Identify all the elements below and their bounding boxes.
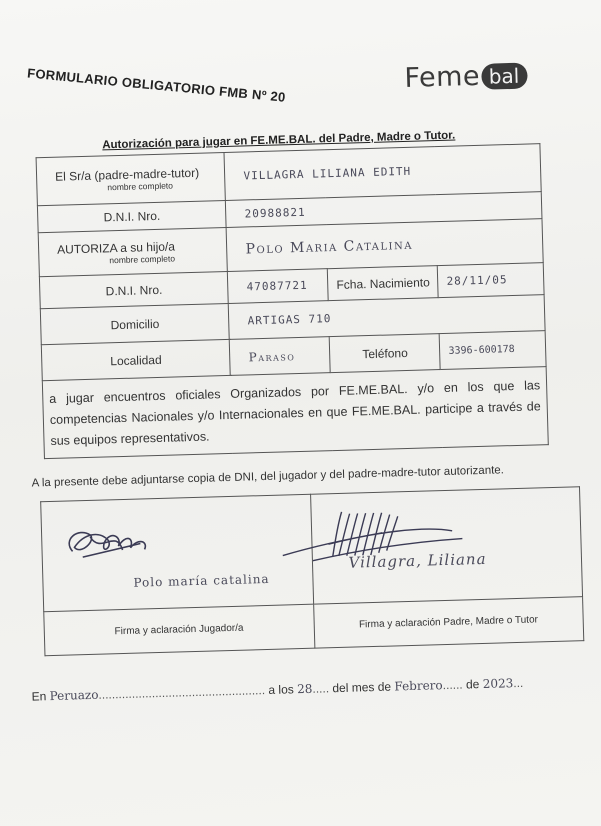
guardian-label: El Sr/a (padre-madre-tutor) bbox=[54, 165, 200, 184]
phone-field[interactable]: 3396-600178 bbox=[440, 331, 547, 370]
footer-de: de bbox=[465, 677, 480, 692]
place-field[interactable]: Peruazo bbox=[49, 687, 99, 704]
place-dots: .................................................. bbox=[98, 683, 266, 702]
child-dni-field[interactable]: 47087721 bbox=[228, 269, 329, 304]
authorizes-label-cell bbox=[38, 227, 228, 276]
day-field[interactable]: 28 bbox=[296, 681, 313, 697]
logo-text: Feme bbox=[404, 60, 481, 94]
player-signature-scribble bbox=[60, 519, 161, 572]
player-signature-caption: Firma y aclaración Jugador/a bbox=[44, 604, 315, 656]
year-dots: ... bbox=[513, 675, 524, 691]
month-field[interactable]: Febrero bbox=[394, 678, 443, 694]
date-place-line bbox=[31, 676, 523, 704]
city-field[interactable]: Paraso bbox=[230, 337, 331, 376]
child-name-field[interactable]: Polo Maria Catalina bbox=[227, 219, 544, 272]
legal-text: a jugar encuentros oficiales Organizados por FE.ME.BAL. y/o en los que las competencias Nacionales y/o Internacionales en que FE.ME.BAL. participe a través de sus equipos representativos. bbox=[42, 367, 548, 459]
guardian-sublabel: nombre completo bbox=[107, 179, 174, 192]
footer-a-los: a los bbox=[268, 682, 294, 697]
logo-ball: bal bbox=[481, 62, 528, 89]
guardian-signature-name: Villagra, Liliana bbox=[348, 549, 487, 572]
year-field[interactable]: 2023 bbox=[482, 676, 514, 691]
guardian-signature-box[interactable] bbox=[310, 487, 582, 604]
guardian-dni-field[interactable]: 20988821 bbox=[226, 192, 542, 228]
address-field[interactable]: ARTIGAS 710 bbox=[229, 295, 545, 340]
guardian-name-field[interactable]: VILLAGRA LILIANA EDITH bbox=[224, 144, 541, 201]
player-signature-name: Polo maría catalina bbox=[133, 571, 270, 590]
signature-table bbox=[40, 486, 584, 656]
attachment-note: A la presente debe adjuntarse copia de DNI, del jugador y del padre-madre-tutor autorizante. bbox=[31, 464, 505, 490]
authorization-table bbox=[36, 143, 549, 459]
authorizes-label: AUTORIZA a su hijo/a bbox=[56, 238, 176, 257]
guardian-signature-caption: Firma y aclaración Padre, Madre o Tutor bbox=[313, 597, 584, 649]
city-label: Localidad bbox=[41, 339, 230, 380]
form-subtitle: Autorización para jugar en FE.ME.BAL. del Padre, Madre o Tutor. bbox=[102, 129, 456, 152]
child-dni-label: D.N.I. Nro. bbox=[39, 271, 228, 308]
birth-date-label: Fcha. Nacimiento bbox=[328, 266, 439, 301]
birth-date-field[interactable]: 28/11/05 bbox=[438, 263, 544, 298]
footer-prefix: En bbox=[31, 689, 47, 704]
phone-label: Teléfono bbox=[330, 334, 441, 373]
guardian-dni-label: D.N.I. Nro. bbox=[37, 200, 226, 232]
footer-del-mes: del mes de bbox=[332, 679, 392, 696]
form-title: FORMULARIO OBLIGATORIO FMB Nº 20 bbox=[26, 65, 287, 105]
child-sublabel: nombre completo bbox=[109, 252, 176, 265]
guardian-label-cell bbox=[36, 153, 226, 206]
address-label: Domicilio bbox=[40, 303, 229, 344]
day-dots: ..... bbox=[312, 681, 330, 696]
month-dots: ...... bbox=[442, 677, 463, 693]
femebal-logo bbox=[404, 60, 527, 94]
